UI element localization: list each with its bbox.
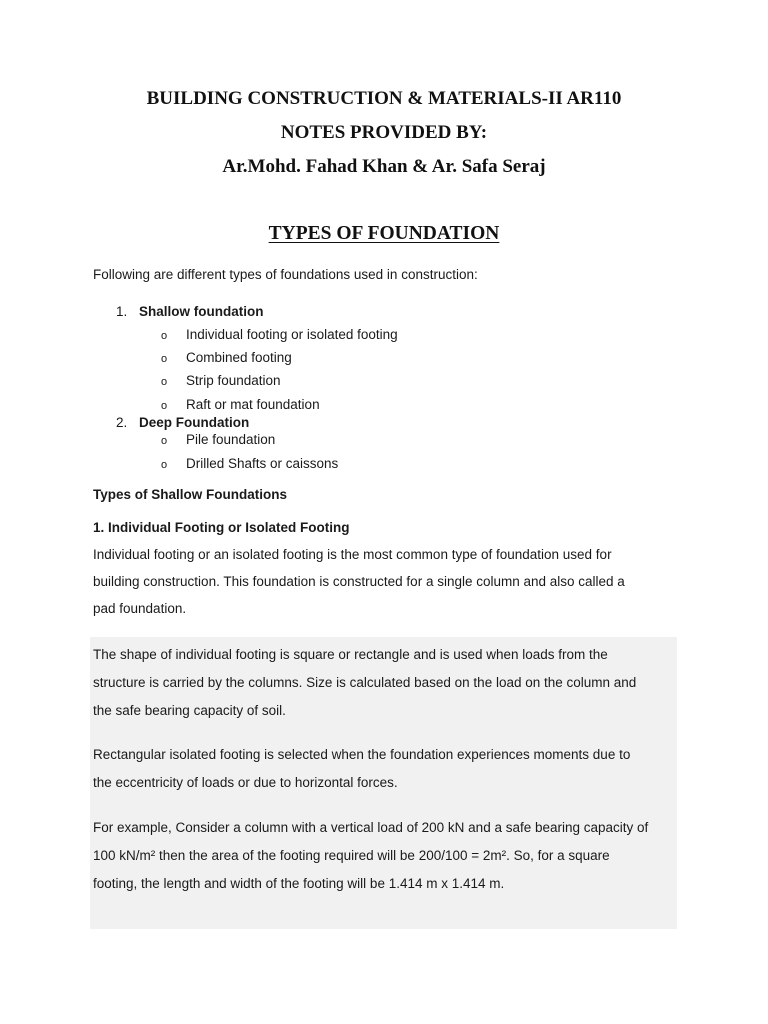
isolated-footing-heading: 1. Individual Footing or Isolated Footing xyxy=(93,520,350,535)
list-item: Strip foundation xyxy=(186,373,281,388)
bullet-icon: o xyxy=(161,459,168,471)
bullet-icon: o xyxy=(161,330,168,342)
page-title-text: TYPES OF FOUNDATION xyxy=(268,223,500,244)
list-item: Pile foundation xyxy=(186,432,276,447)
list-item: Raft or mat foundation xyxy=(186,397,320,412)
paragraph-line: Individual footing or an isolated footing is the most common type of foundation used for xyxy=(93,547,612,562)
note-line: For example, Consider a column with a vertical load of 200 kN and a safe bearing capacity of xyxy=(93,820,649,835)
list-label-deep: Deep Foundation xyxy=(139,415,250,430)
list-item: Individual footing or isolated footing xyxy=(186,327,398,342)
page-title xyxy=(0,223,768,245)
note-line: footing, the length and width of the footing will be 1.414 m x 1.414 m. xyxy=(93,876,505,891)
bullet-icon: o xyxy=(161,435,168,447)
paragraph-line: pad foundation. xyxy=(93,601,187,616)
paragraph-line: building construction. This foundation is constructed for a single column and also called a xyxy=(93,574,625,589)
intro-text: Following are different types of foundations used in construction: xyxy=(93,267,478,282)
bullet-icon: o xyxy=(161,400,168,412)
note-line: 100 kN/m² then the area of the footing required will be 200/100 = 2m². So, for a square xyxy=(93,848,610,863)
list-number: 2. xyxy=(116,415,128,430)
note-line: Rectangular isolated footing is selected when the foundation experiences moments due to xyxy=(93,747,631,762)
authors: Ar.Mohd. Fahad Khan & Ar. Safa Seraj xyxy=(222,156,546,177)
notes-provided-by: NOTES PROVIDED BY: xyxy=(280,122,488,143)
list-number: 1. xyxy=(116,304,128,319)
note-line: the safe bearing capacity of soil. xyxy=(93,703,286,718)
note-line: the eccentricity of loads or due to horizontal forces. xyxy=(93,775,398,790)
bullet-icon: o xyxy=(161,353,168,365)
list-item: Combined footing xyxy=(186,350,292,365)
note-line: structure is carried by the columns. Size is calculated based on the load on the column and xyxy=(93,675,637,690)
note-line: The shape of individual footing is square or rectangle and is used when loads from the xyxy=(93,647,608,662)
bullet-icon: o xyxy=(161,376,168,388)
list-label-shallow: Shallow foundation xyxy=(139,304,264,319)
course-title: BUILDING CONSTRUCTION & MATERIALS-II AR110 xyxy=(146,88,622,109)
list-item: Drilled Shafts or caissons xyxy=(186,456,339,471)
shallow-foundations-heading: Types of Shallow Foundations xyxy=(93,487,288,502)
